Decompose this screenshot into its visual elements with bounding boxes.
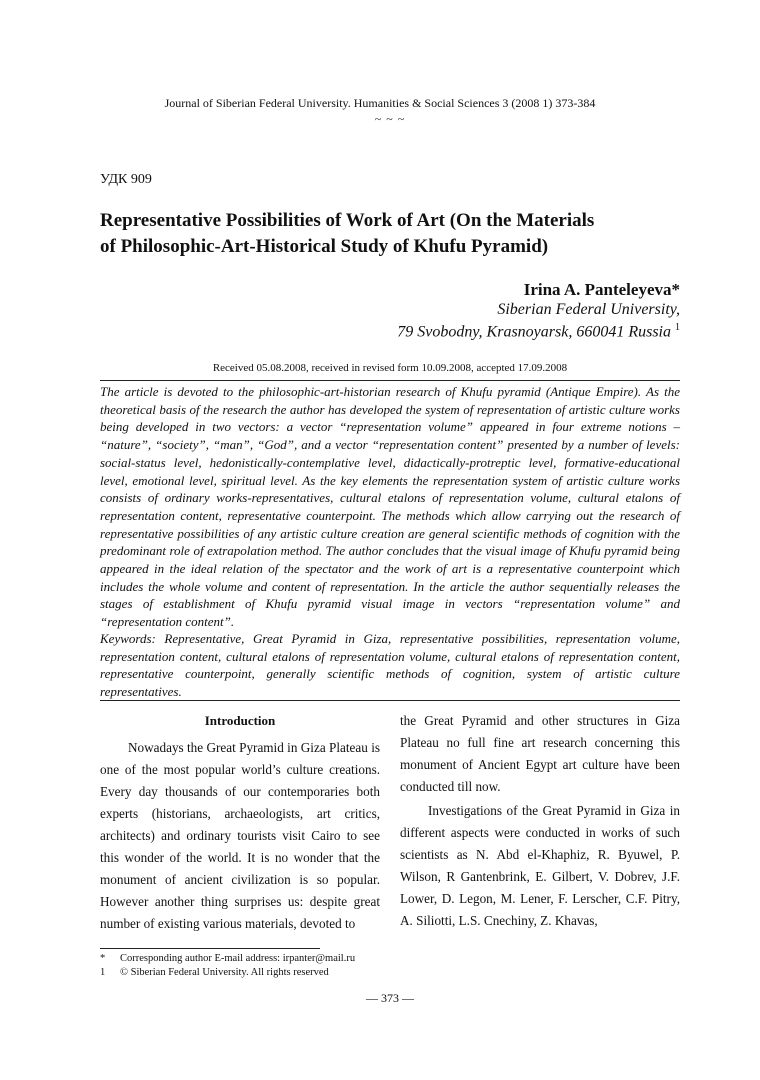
paragraph: Investigations of the Great Pyramid in Giza in different aspects were conducted in works of such scientists as N. Abd el-Khaphiz, R. Byuwel, P. Wilson, R Gantenbrink, E. Gilbert, V. Dobrev, J.F. Lower, D. Legon, M. Lener, F. Lerscher, C.F. Pitry, A. Siliotti, L.S. Cnechiny, Z. Khavas,	[400, 803, 680, 928]
article-title	[100, 208, 660, 260]
footnote-rule	[100, 948, 320, 949]
author-affiliation: Siberian Federal University,	[497, 301, 680, 318]
paragraph: the Great Pyramid and other structures in Giza Plateau no full fine art research concerning this monument of Ancient Egypt art culture have been conducted till now.	[400, 713, 680, 794]
paragraph: Nowadays the Great Pyramid in Giza Plateau is one of the most popular world’s culture creations. Every day thousands of our contemporaries both experts (historians, archaeologists, art critics, architects) and ordinary tourists visit Cairo to see this wonder of the world. It is no wonder that the monument of ancient civilization is so popular. However another thing surprises us: despite great number of existing various materials, devoted to	[100, 740, 380, 931]
title-line-1: Representative Possibilities of Work of Art (On the Materials	[100, 210, 595, 231]
footnote	[100, 952, 355, 966]
abstract-bottom-rule	[100, 700, 680, 701]
title-line-2: of Philosophic-Art-Historical Study of Khufu Pyramid)	[100, 236, 549, 257]
footnote	[100, 966, 329, 980]
introduction-heading: Introduction	[204, 713, 276, 728]
page-number: — 373 —	[366, 991, 414, 1005]
author-address	[397, 322, 680, 341]
abstract-top-rule	[100, 380, 680, 381]
address-text: 79 Svobodny, Krasnoyarsk, 660041 Russia	[397, 323, 671, 341]
udk-code: УДК 909	[100, 172, 152, 187]
footnote-mark: 1	[100, 967, 106, 978]
body-column-right	[400, 710, 680, 932]
header-ornament: ~ ~ ~	[374, 112, 406, 126]
address-footnote-mark: 1	[675, 322, 680, 333]
footnote-text: © Siberian Federal University. All rights reserved	[120, 967, 329, 978]
author-name: Irina A. Panteleyeva*	[523, 280, 680, 299]
footnote-text: Corresponding author E-mail address: irpanter@mail.ru	[120, 953, 356, 964]
abstract: The article is devoted to the philosophic-art-historian research of Khufu pyramid (Antique Empire). As the theoretical basis of the research the author has developed the system of representation of artistic culture works being developed in two vectors: a vector “representation volume” appeared in four extreme notions – “nature”, “society”, “man”, “God”, and a vector “representation content” presented by a number of levels: social-status level, hedonistically-contemplative level, didactically-protreptic level, formative-educational level, emotional level, spiritual level. As the key elements the representation system of artistic culture works consists of ordinary works-representatives, cultural etalons of representation volume, cultural etalons of representation content, representative counterpoint. The methods which allow carrying out the research of representative possibilities of any artistic culture creation are general scientific methods of cognition with the predominant role of extrapolation method. The author concludes that the visual image of Khufu pyramid being appeared in the ideal relation of the spectator and the work of art is a representative counterpoint which includes the whole volume and content of representation. In the article the author sequentially releases the stages of establishment of Khufu pyramid visual image in vectors “representation volume” and “representation content”.	[100, 384, 680, 630]
keywords: Keywords: Representative, Great Pyramid in Giza, representative possibilities, representation volume, representation content, cultural etalons of representation volume, cultural etalons of representation content, representative counterpoint, generally scientific methods of cognition, system of artistic culture representatives.	[100, 631, 680, 699]
journal-header: Journal of Siberian Federal University. Humanities & Social Sciences 3 (2008 1) 373-384	[164, 96, 596, 110]
body-column-left	[100, 737, 380, 935]
footnote-mark: *	[100, 953, 106, 964]
received-dates: Received 05.08.2008, received in revised form 10.09.2008, accepted 17.09.2008	[212, 362, 568, 374]
